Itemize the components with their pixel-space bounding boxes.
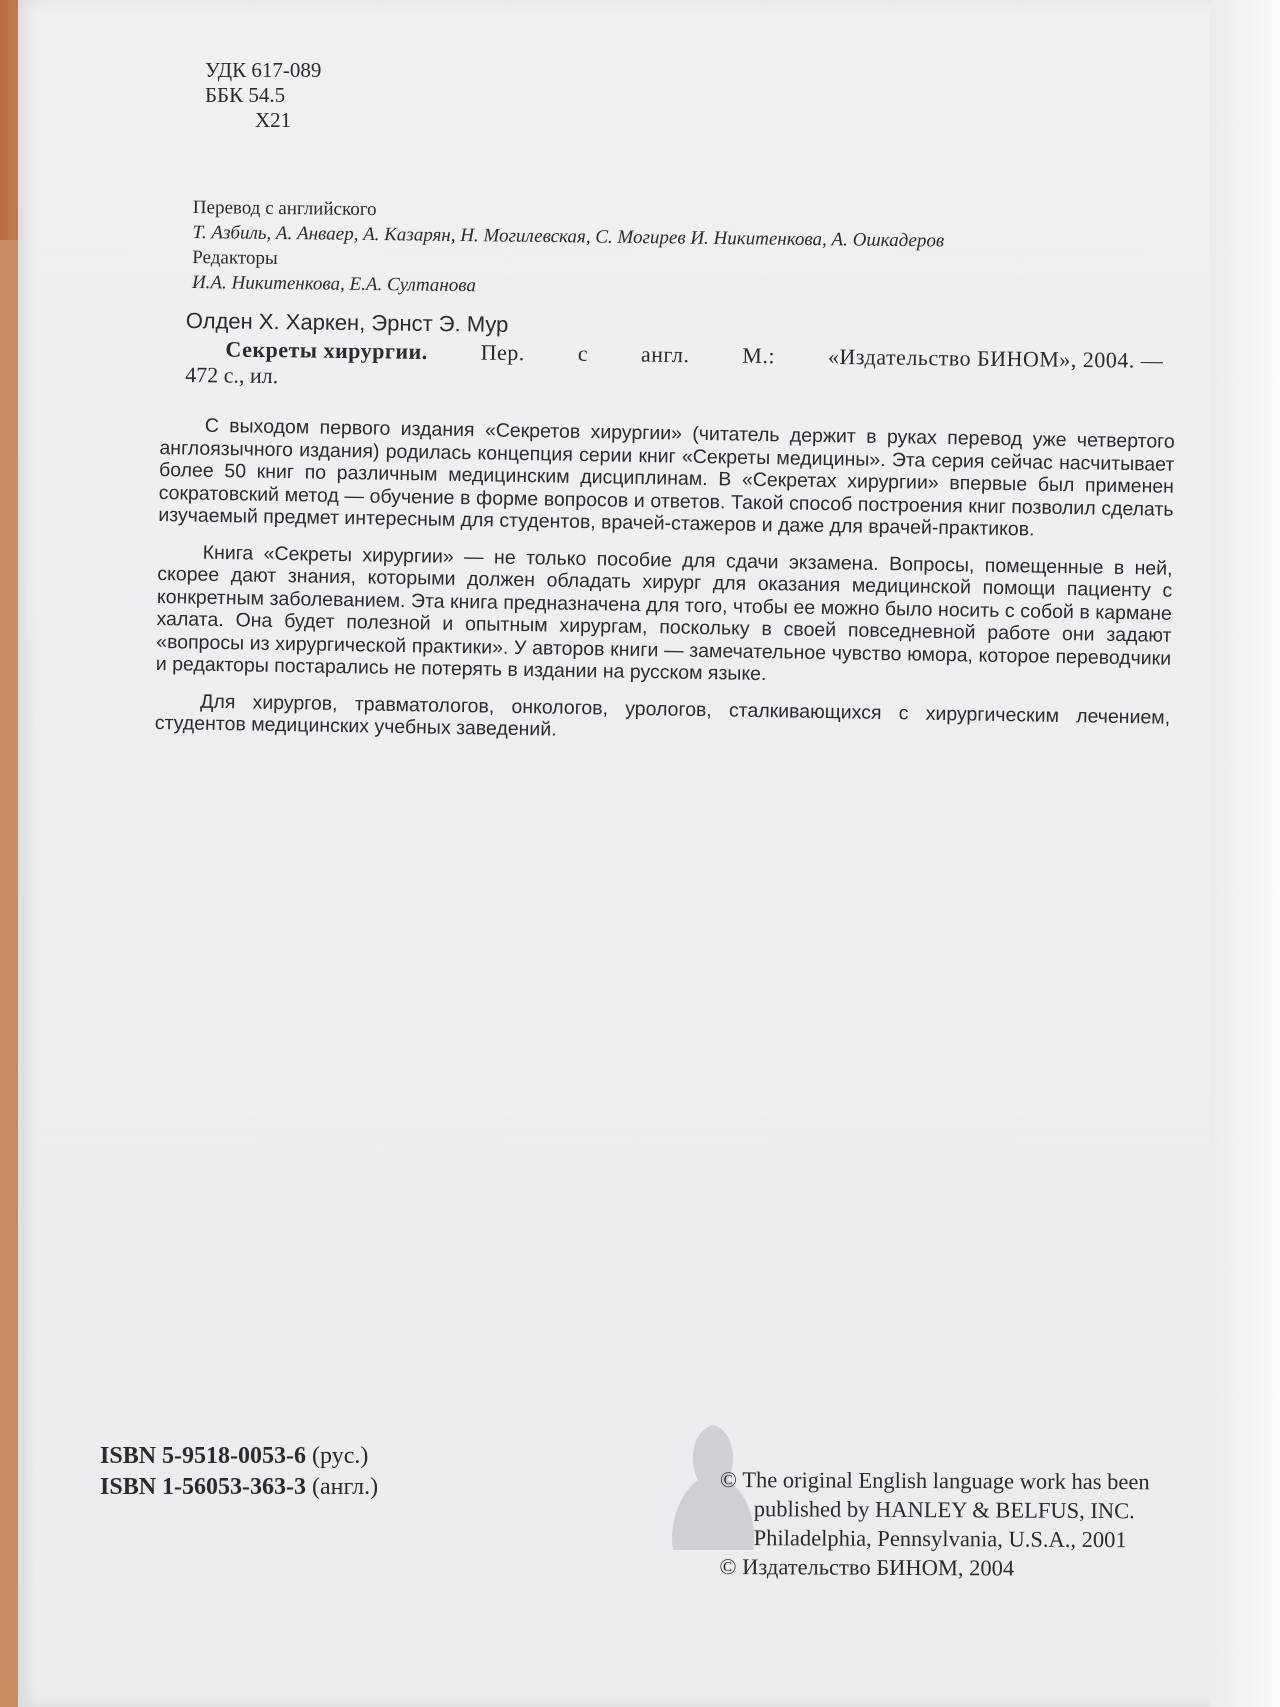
book-title: Секреты хирургии.: [225, 336, 428, 364]
udk-code: УДК 617-089: [205, 58, 322, 82]
abstract: [154, 414, 1174, 765]
bibliographic-record: [185, 308, 1164, 400]
credits-block: [192, 195, 1143, 306]
copyright-line: © Издательство БИНОМ, 2004: [719, 1553, 1015, 1581]
abstract-paragraph: Для хирургов, травматологов, онкологов, урологов, сталкивающихся с хирургическим лечением, студентов медицинских учебных заведений.: [154, 690, 1171, 741]
title-detail-3: англ.: [640, 341, 690, 368]
abstract-paragraph: С выходом первого издания «Секретов хирургии» (читатель держит в руках перевод уже четвертого англоязычного издания) родилась концепция серии книг «Секреты медицины». Эта серия сейчас насчитывает более 50 книг по различным медицинским дисциплинам. В «Секретах хирургии» впервые был применен сократовский метод — обучение в форме вопросов и ответов. Такой способ построения книг позволил сделать изучаемый предмет интересным для студентов, врачей-стажеров и даже для врачей-практиков.: [158, 414, 1175, 541]
isbn-russian: [100, 1441, 378, 1472]
abstract-paragraph: Книга «Секреты хирургии» — не только пособие для сдачи экзамена. Вопросы, помещенные в ней, скорее дают знания, которыми должен обладать хирург для оказания медицинской помощи пациенту с конкретным заболеванием. Эта книга предназначена для того, чтобы ее можно было носить с собой в кармане халата. Она будет полезной и опытным хирургам, поскольку в своей повседневной работе они задают «вопросы из хирургической практики». У авторов книги — замечательное чувство юмора, которое переводчики и редакторы постарались не потерять в издании на русском языке.: [155, 541, 1173, 686]
authors: Олден Х. Харкен, Эрнст Э. Мур: [185, 308, 509, 337]
editors-list: И.А. Никитенкова, Е.А. Султанова: [191, 271, 476, 297]
copyright-line: published by HANLEY & BELFUS, INC.: [753, 1496, 1135, 1524]
isbn-number: ISBN 1-56053-363-3: [100, 1474, 307, 1500]
copyright-notice: [719, 1465, 1149, 1583]
translators-list: Т. Азбиль, А. Анваер, А. Казарян, Н. Могилевская, С. Могирев И. Никитенкова, А. Ошкадеров: [192, 221, 945, 252]
page-count: 472 с., ил.: [185, 361, 279, 389]
isbn-language: (рус.): [312, 1443, 369, 1469]
title-detail-5: «Издательство БИНОМ», 2004. —: [827, 343, 1164, 373]
copyright-line: © The original English language work has been: [719, 1467, 1150, 1495]
editors-label: Редакторы: [192, 246, 278, 269]
book-page: [18, 0, 1280, 1707]
page-edge: [1210, 0, 1280, 1707]
title-detail-1: Пер.: [480, 339, 526, 366]
bbk-code: ББК 54.5: [205, 83, 286, 107]
author-mark: Х21: [255, 108, 292, 132]
title-detail-2: с: [577, 340, 589, 366]
isbn-language: (англ.): [312, 1474, 379, 1500]
isbn-block: [100, 1441, 378, 1503]
copyright-line: Philadelphia, Pennsylvania, U.S.A., 2001: [753, 1525, 1127, 1553]
isbn-number: ISBN 5-9518-0053-6: [100, 1443, 307, 1469]
isbn-english: [100, 1472, 378, 1503]
catalog-codes: [205, 58, 321, 133]
title-detail-4: М.:: [742, 342, 776, 369]
translation-label: Перевод с английского: [192, 196, 377, 221]
